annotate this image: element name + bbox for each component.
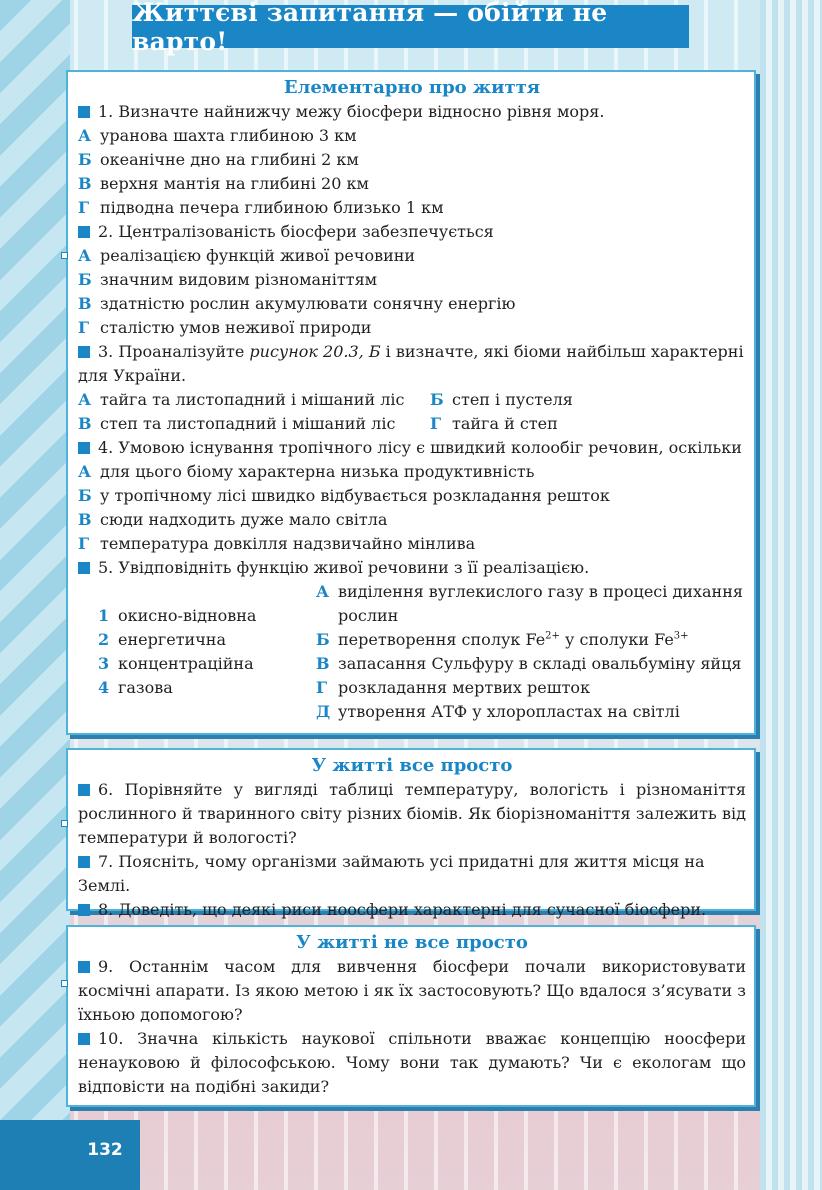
question-text: 4. Умовою існування тропічного лісу є швидкий колообіг речовин, оскільки — [98, 438, 742, 457]
option-letter: В — [78, 174, 92, 193]
option-text: уранова шахта глибиною 3 км — [100, 126, 357, 145]
square-bullet-icon — [78, 106, 90, 118]
option — [78, 412, 430, 436]
question-2 — [78, 220, 746, 244]
option-letter: Г — [316, 678, 328, 697]
function-text: енергетична — [118, 630, 226, 649]
question-8 — [78, 898, 746, 922]
margin-marker-icon — [61, 820, 68, 827]
superscript: 3+ — [673, 630, 689, 642]
option-letter: Г — [430, 414, 442, 433]
section-title: У житті все просто — [311, 755, 513, 776]
background-right-pattern — [760, 0, 822, 1190]
option-row — [78, 388, 746, 412]
text-part: у сполуки Fe — [559, 630, 674, 649]
option-text: степ та листопадний і мішаний ліс — [100, 414, 396, 433]
function-item — [98, 628, 316, 652]
option-text: реалізацією функцій живої речовини — [100, 246, 416, 265]
square-bullet-icon — [78, 784, 90, 796]
question-9 — [78, 955, 746, 1027]
realization-item — [316, 580, 746, 628]
option-text: підводна печера глибиною близько 1 км — [100, 198, 444, 217]
function-text: газова — [118, 678, 173, 697]
margin-marker-icon — [61, 980, 68, 987]
option-letter: В — [78, 414, 92, 433]
option-text: запасання Сульфуру в складі овальбуміну яйця — [338, 654, 742, 673]
option — [78, 172, 746, 196]
page-number: 132 — [87, 1140, 123, 1160]
realization-item — [316, 700, 746, 724]
option-letter: Г — [78, 198, 90, 217]
section-not-simple — [66, 925, 756, 1107]
question-10 — [78, 1027, 746, 1099]
option-text: виділення вуглекислого газу в процесі дихання рослин — [338, 582, 743, 625]
square-bullet-icon — [78, 904, 90, 916]
option-letter: Б — [316, 630, 330, 649]
option-text: значним видовим різноманіттям — [100, 270, 378, 289]
option-text: океанічне дно на глибині 2 км — [100, 150, 359, 169]
square-bullet-icon — [78, 1033, 90, 1045]
function-number: 2 — [98, 630, 110, 649]
option — [430, 388, 573, 412]
text-part: перетворення сполук Fe — [338, 630, 546, 649]
option-letter: Б — [430, 390, 444, 409]
realizations-list — [316, 580, 746, 724]
option-text: у тропічному лісі швидко відбувається розкладання решток — [100, 486, 610, 505]
margin-marker-icon — [61, 252, 68, 259]
option — [78, 316, 746, 340]
option — [78, 268, 746, 292]
option-letter: А — [78, 390, 92, 409]
option-text: для цього біому характерна низька продуктивність — [100, 462, 535, 481]
option-text: тайга та листопадний і мішаний ліс — [100, 390, 405, 409]
matching-table — [78, 580, 746, 724]
function-text: концентраційна — [118, 654, 254, 673]
option-letter: Г — [78, 534, 90, 553]
option-letter: Б — [78, 486, 92, 505]
option-text: сюди надходить дуже мало світла — [100, 510, 388, 529]
option — [430, 412, 558, 436]
section-elementary — [66, 70, 756, 735]
realization-item — [316, 652, 746, 676]
option-letter: А — [78, 246, 92, 265]
question-text: 1. Визначте найнижчу межу біосфери відносно рівня моря. — [98, 102, 605, 121]
question-1 — [78, 100, 746, 124]
question-6 — [78, 778, 746, 850]
function-item — [98, 604, 316, 628]
question-text: 3. Проаналізуйте — [98, 342, 250, 361]
option — [78, 244, 746, 268]
option-text: температура довкілля надзвичайно мінлива — [100, 534, 476, 553]
question-text: 7. Поясніть, чому організми займають усі придатні для життя місця на Землі. — [78, 852, 705, 895]
option — [78, 148, 746, 172]
page-header-title: Життєві запитання — обійти не варто! — [132, 5, 689, 48]
option — [78, 292, 746, 316]
section-simple — [66, 748, 756, 919]
option-letter: А — [78, 462, 92, 481]
square-bullet-icon — [78, 442, 90, 454]
option-letter: Д — [316, 702, 331, 721]
question-text: і визначте, які біоми найбільш характерні для України. — [78, 342, 744, 385]
option — [78, 196, 746, 220]
option-text: сталістю умов неживої природи — [100, 318, 372, 337]
question-5 — [78, 556, 746, 580]
realization-item — [316, 676, 746, 700]
option — [78, 484, 746, 508]
option — [78, 388, 430, 412]
option-text: здатністю рослин акумулювати сонячну енергію — [100, 294, 516, 313]
question-text: 2. Централізованість біосфери забезпечується — [98, 222, 494, 241]
option-text: тайга й степ — [452, 414, 558, 433]
option-text: утворення АТФ у хлоропластах на світлі — [338, 702, 680, 721]
option — [78, 532, 746, 556]
question-7 — [78, 850, 746, 898]
question-text: 5. Увідповідніть функцію живої речовини з її реалізацією. — [98, 558, 590, 577]
background-left-pattern — [0, 0, 70, 1190]
figure-reference: рисунок 20.3, Б — [249, 342, 381, 361]
function-item — [98, 676, 316, 700]
question-text: 9. Останнім часом для вивчення біосфери почали використовувати космічні апарати. Із якою метою і як їх застосовують? Що вдалося з’ясувати з їхньою допомогою? — [78, 957, 746, 1024]
functions-list — [78, 580, 316, 724]
option-letter: В — [78, 294, 92, 313]
square-bullet-icon — [78, 226, 90, 238]
option — [78, 460, 746, 484]
option-letter: А — [316, 582, 330, 601]
superscript: 2+ — [545, 630, 560, 642]
function-text: окисно-відновна — [118, 606, 257, 625]
function-number: 3 — [98, 654, 110, 673]
square-bullet-icon — [78, 346, 90, 358]
option — [78, 124, 746, 148]
square-bullet-icon — [78, 961, 90, 973]
option-letter: В — [78, 510, 92, 529]
option — [78, 508, 746, 532]
realization-item — [316, 628, 746, 652]
option-text: степ і пустеля — [452, 390, 573, 409]
option-letter: А — [78, 126, 92, 145]
function-number: 4 — [98, 678, 110, 697]
option-letter: Б — [78, 150, 92, 169]
function-item — [98, 652, 316, 676]
square-bullet-icon — [78, 856, 90, 868]
question-4 — [78, 436, 746, 460]
option-text — [338, 628, 689, 652]
square-bullet-icon — [78, 562, 90, 574]
option-text: розкладання мертвих решток — [338, 678, 591, 697]
option-text: верхня мантія на глибині 20 км — [100, 174, 369, 193]
question-text: 6. Порівняйте у вигляді таблиці температуру, вологість і різноманіття рослинного й тваринного світу різних біомів. Як біорізноманіття залежить від температури й вологості? — [78, 780, 746, 847]
question-text: 8. Доведіть, що деякі риси ноосфери характерні для сучасної біосфери. — [98, 900, 707, 919]
option-letter: Б — [78, 270, 92, 289]
question-text: 10. Значна кількість наукової спільноти вважає концепцію ноосфери ненауковою й філософською. Чому вони так думають? Чи є екологам що відповісти на подібні закиди? — [78, 1029, 746, 1096]
function-number: 1 — [98, 606, 110, 625]
question-3 — [78, 340, 746, 388]
section-title: У житті не все просто — [296, 932, 528, 953]
section-title: Елементарно про життя — [283, 77, 541, 98]
option-row — [78, 412, 746, 436]
option-letter: В — [316, 654, 330, 673]
option-letter: Г — [78, 318, 90, 337]
